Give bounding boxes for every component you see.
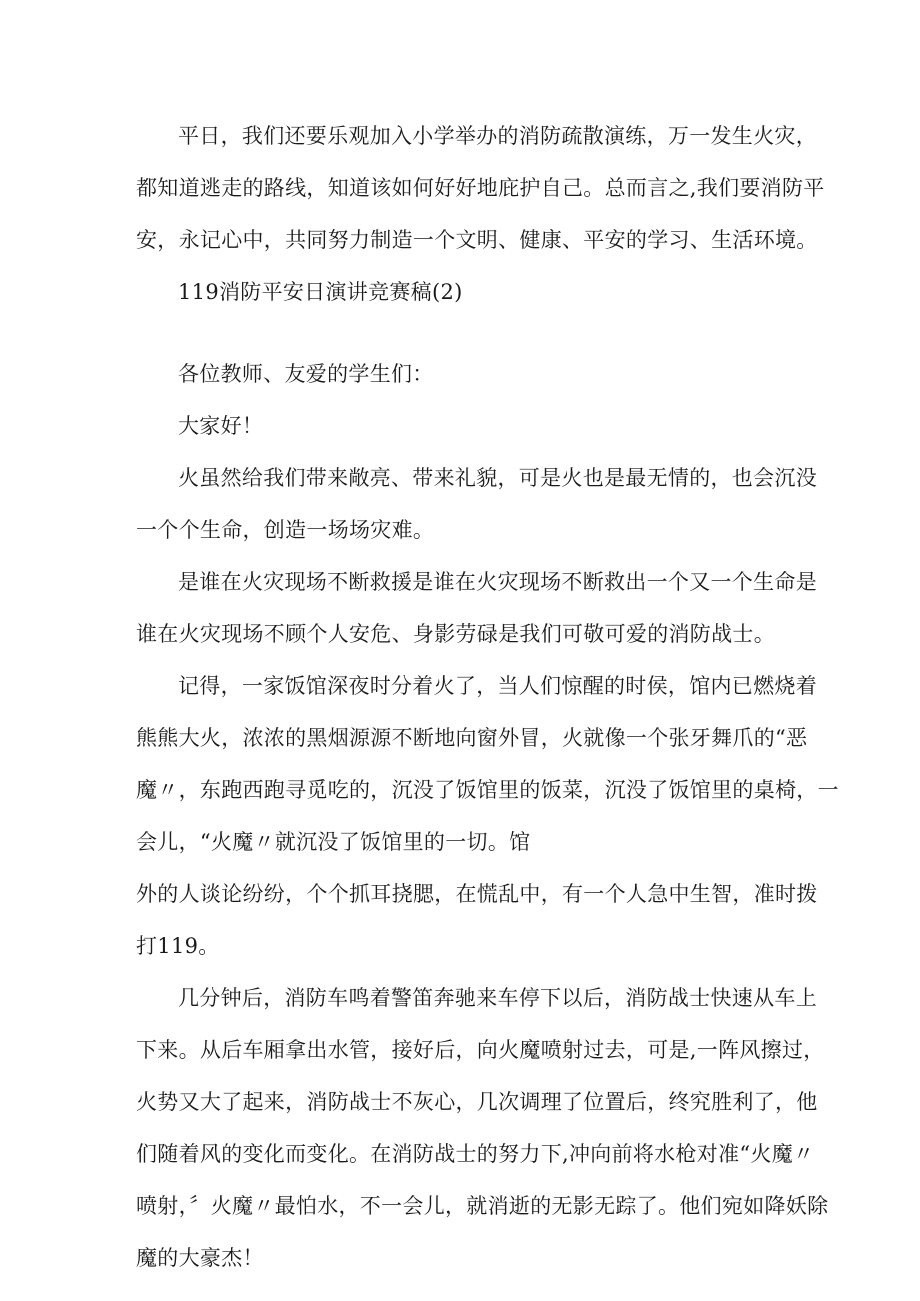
blank-spacer <box>136 318 796 348</box>
paragraph-4-line-3: 魔〃，东跑西跑寻觅吃的，沉没了饭馆里的饭菜，沉没了饭馆里的桌椅，一 <box>136 778 839 802</box>
paragraph-1-line-1: 平日，我们还要乐观加入小学举办的消防疏散演练，万一发生火灾， <box>178 124 817 148</box>
paragraph-5-line-3: 火势又大了起来，消防战士不灰心，几次调理了位置后，终究胜利了，他 <box>136 1090 818 1114</box>
paragraph-5-line-6: 魔的大豪杰！ <box>136 1246 264 1270</box>
paragraph-3-line-2: 谁在火灾现场不顾个人安危、身影劳碌是我们可敬可爱的消防战士。 <box>136 622 775 646</box>
paragraph-4-line-1: 记得，一家饭馆深夜时分着火了，当人们惊醒的时侯，馆内已燃烧着 <box>178 674 817 698</box>
salutation: 各位教师、友爱的学生们： <box>178 362 434 386</box>
paragraph-4-line-6: 打119。 <box>136 934 220 958</box>
paragraph-2-line-1: 火虽然给我们带来敞亮、带来礼貌，可是火也是最无情的，也会沉没 <box>178 466 817 490</box>
paragraph-4-line-5: 外的人谈论纷纷，个个抓耳挠腮，在慌乱中，有一个人急中生智，准时拨 <box>136 882 818 906</box>
paragraph-1-line-3: 安，永记心中，共同努力制造一个文明、健康、平安的学习、生活环境。 <box>136 228 818 252</box>
paragraph-3-line-1: 是谁在火灾现场不断救援是谁在火灾现场不断救出一个又一个生命是 <box>178 570 817 594</box>
paragraph-1-line-2: 都知道逃走的路线，知道该如何好好地庇护自己。总而言之,我们要消防平 <box>136 176 825 200</box>
paragraph-4-line-2: 熊熊大火，浓浓的黑烟源源不断地向窗外冒，火就像一个张牙舞爪的“恶 <box>136 726 808 750</box>
paragraph-2-line-2: 一个个生命，创造一场场灾难。 <box>136 518 435 542</box>
paragraph-5-line-4: 们随着风的变化而变化。在消防战士的努力下,冲向前将水枪对准“火魔〃 <box>136 1142 815 1166</box>
paragraph-5-line-5: 喷射，〞火魔〃最怕水，不一会儿，就消逝的无影无踪了。他们宛如降妖除 <box>136 1194 829 1218</box>
paragraph-5-line-2: 下来。从后车厢拿出水管，接好后，向火魔喷射过去，可是,一阵风擦过， <box>136 1038 825 1062</box>
paragraph-4-line-4: 会儿，“火魔〃就沉没了饭馆里的一切。馆 <box>136 830 531 854</box>
section-title: 119消防平安日演讲竞赛稿(2) <box>178 280 463 304</box>
paragraph-5-line-1: 几分钟后，消防车鸣着警笛奔驰来车停下以后，消防战士快速从车上 <box>178 986 817 1010</box>
document-page <box>136 110 839 1284</box>
greeting: 大家好！ <box>178 414 264 438</box>
